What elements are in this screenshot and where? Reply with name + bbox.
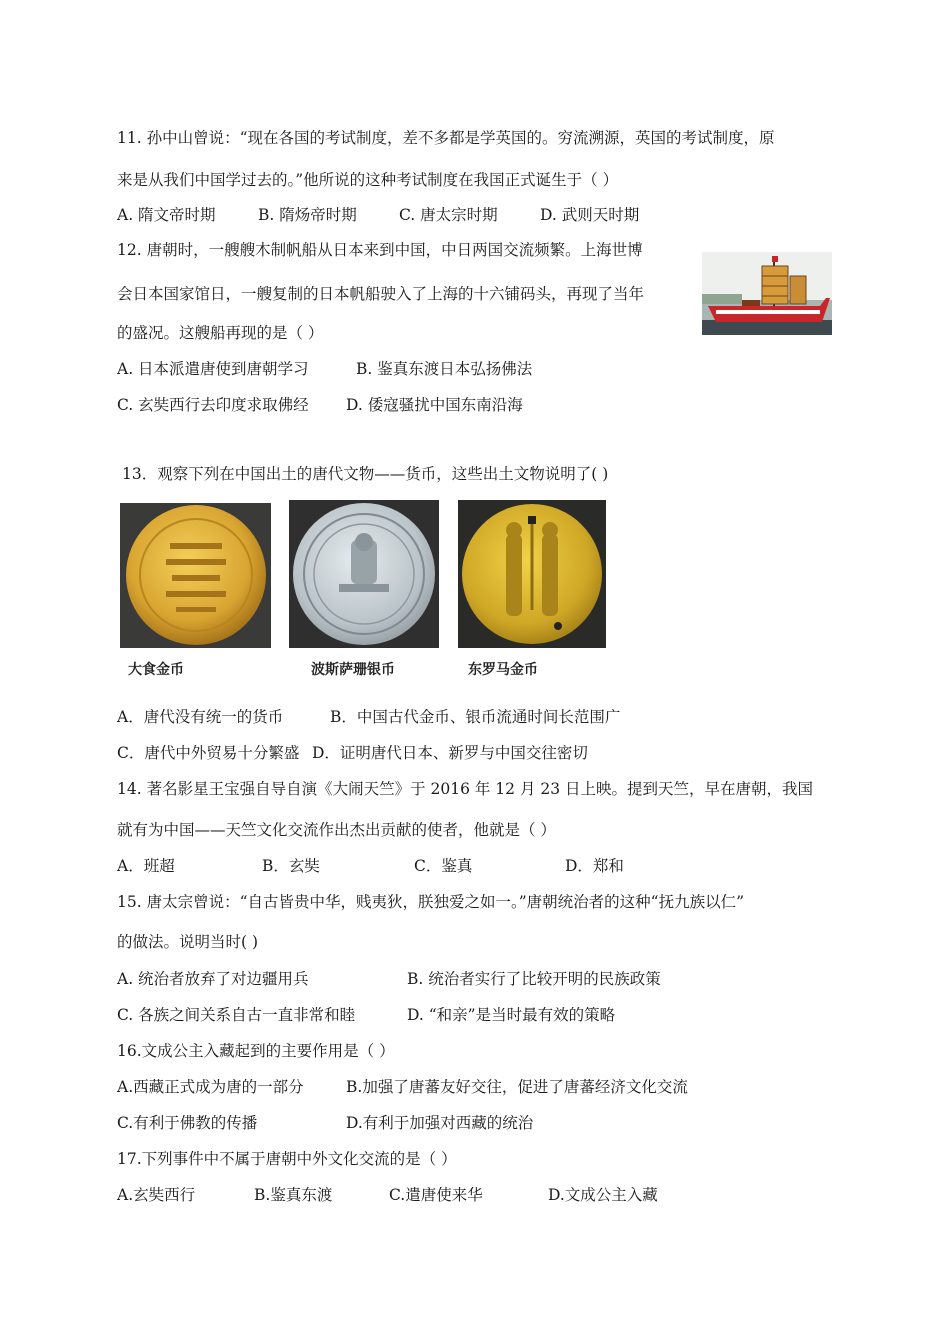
q17-stem: 17.下列事件中不属于唐朝中外文化交流的是（ ） (117, 1150, 457, 1168)
byzantine-gold-caption: 东罗马金币 (468, 662, 538, 678)
gold-dinar-coin-photo (120, 503, 271, 648)
q12-option-a: A. 日本派遣唐使到唐朝学习 (117, 360, 309, 378)
q17-option-b: B.鉴真东渡 (254, 1186, 333, 1204)
q13-option-d: D．证明唐代日本、新罗与中国交往密切 (312, 744, 588, 762)
q14-option-b: B．玄奘 (262, 857, 320, 875)
q12-stem-line3: 的盛况。这艘船再现的是（ ） (117, 324, 324, 342)
q16-option-c: C.有利于佛教的传播 (117, 1114, 258, 1132)
q15-option-b: B. 统治者实行了比较开明的民族政策 (407, 970, 661, 988)
q14-stem-line2: 就有为中国——天竺文化交流作出杰出贡献的使者，他就是（ ） (117, 821, 556, 839)
q14-option-a: A．班超 (117, 857, 175, 875)
q11-option-c: C. 唐太宗时期 (399, 206, 498, 224)
sasanian-silver-caption: 波斯萨珊银币 (311, 662, 395, 678)
q15-stem-line1: 15. 唐太宗曾说：“自古皆贵中华，贱夷狄，朕独爱之如一。”唐朝统治者的这种“抚九族以仁” (117, 893, 745, 911)
q12-option-c: C. 玄奘西行去印度求取佛经 (117, 396, 309, 414)
q16-stem: 16.文成公主入藏起到的主要作用是（ ） (117, 1042, 395, 1060)
q11-stem-line1: 11. 孙中山曾说：“现在各国的考试制度，差不多都是学英国的。穷流溯源，英国的考试制度，原 (117, 129, 775, 147)
q11-option-b: B. 隋炀帝时期 (258, 206, 357, 224)
q16-option-b: B.加强了唐蕃友好交往，促进了唐蕃经济文化交流 (346, 1078, 688, 1096)
q13-option-b: B．中国古代金币、银币流通时间长范围广 (330, 708, 621, 726)
q12-stem-line2: 会日本国家馆日，一艘复制的日本帆船驶入了上海的十六铺码头，再现了当年 (117, 285, 645, 303)
q11-stem-line2: 来是从我们中国学过去的。”他所说的这种考试制度在我国正式诞生于（ ） (117, 171, 619, 189)
q16-option-d: D.有利于加强对西藏的统治 (346, 1114, 534, 1132)
q13-stem: 13．观察下列在中国出土的唐代文物——货币，这些出土文物说明了( ) (122, 465, 609, 483)
q13-option-c: C．唐代中外贸易十分繁盛 (117, 744, 300, 762)
japanese-ship-photo (702, 252, 832, 335)
q12-option-b: B. 鉴真东渡日本弘扬佛法 (356, 360, 533, 378)
gold-dinar-caption: 大食金币 (128, 662, 184, 678)
q12-stem-line1: 12. 唐朝时，一艘艘木制帆船从日本来到中国，中日两国交流频繁。上海世博 (117, 241, 643, 259)
q17-option-a: A.玄奘西行 (117, 1186, 196, 1204)
q14-option-c: C．鉴真 (414, 857, 473, 875)
byzantine-gold-coin-photo (458, 500, 606, 648)
q14-stem-line1: 14. 著名影星王宝强自导自演《大闹天竺》于 2016 年 12 月 23 日上映。提到天竺，早在唐朝，我国 (117, 780, 814, 798)
q15-option-c: C. 各族之间关系自古一直非常和睦 (117, 1006, 356, 1024)
q16-option-a: A.西藏正式成为唐的一部分 (117, 1078, 304, 1096)
q11-option-d: D. 武则天时期 (540, 206, 640, 224)
q13-option-a: A．唐代没有统一的货币 (117, 708, 284, 726)
sasanian-silver-coin-photo (289, 500, 439, 648)
q14-option-d: D．郑和 (565, 857, 624, 875)
q17-option-d: D.文成公主入藏 (548, 1186, 658, 1204)
q15-option-d: D. “和亲”是当时最有效的策略 (407, 1006, 616, 1024)
q17-option-c: C.遣唐使来华 (389, 1186, 483, 1204)
q12-option-d: D. 倭寇骚扰中国东南沿海 (346, 396, 523, 414)
q15-stem-line2: 的做法。说明当时( ) (117, 933, 259, 951)
q11-option-a: A. 隋文帝时期 (117, 206, 216, 224)
q15-option-a: A. 统治者放弃了对边疆用兵 (117, 970, 309, 988)
